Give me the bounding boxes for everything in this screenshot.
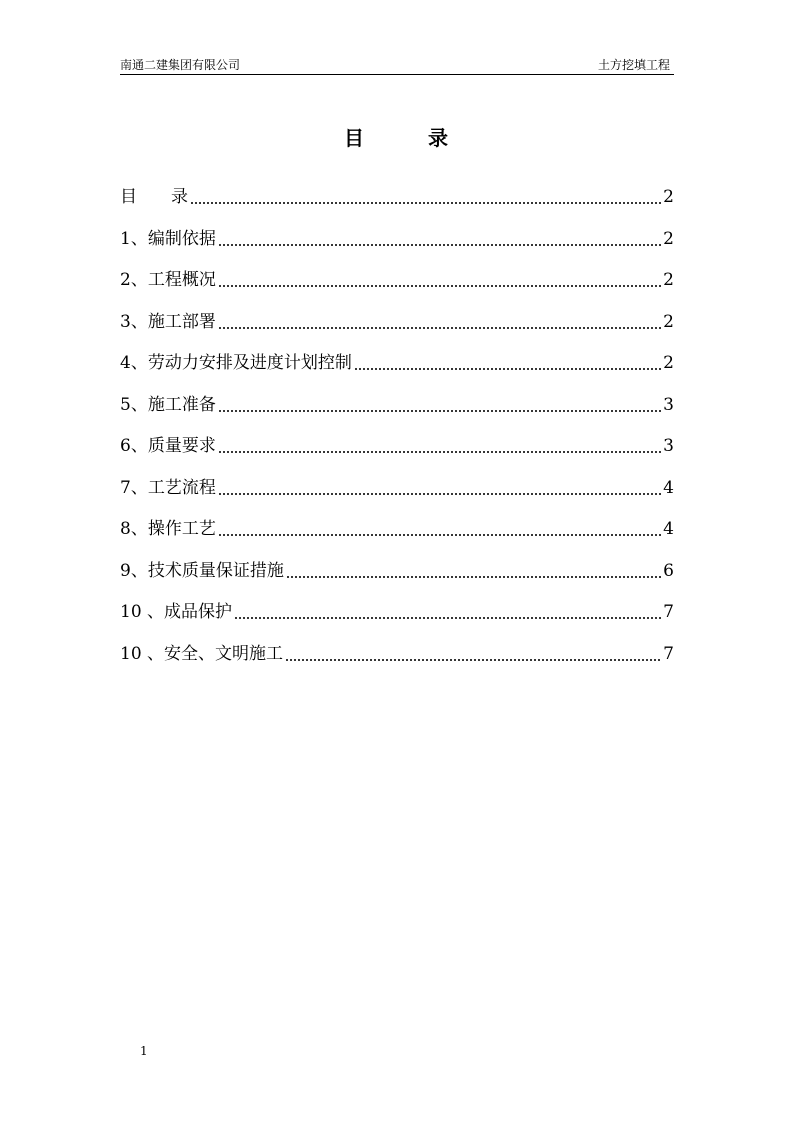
page-header: [120, 56, 674, 75]
toc-entry-10a[interactable]: [120, 601, 674, 643]
toc-entry-10b[interactable]: [120, 643, 674, 685]
toc-entry-label: 7、工艺流程: [120, 477, 216, 498]
toc-entry-label: 10 、安全、文明施工: [120, 643, 284, 664]
toc-entry-page: 3: [663, 394, 674, 415]
toc-entry-page: 2: [663, 270, 674, 290]
toc-entry-contents[interactable]: [120, 186, 674, 228]
page-number: 1: [140, 1044, 148, 1058]
toc-entry-7[interactable]: [120, 477, 674, 519]
toc-entry-page: 4: [663, 519, 674, 539]
toc-entry-5[interactable]: [120, 394, 674, 436]
toc-entry-2[interactable]: [120, 269, 674, 311]
toc-dot-leader: [286, 560, 661, 582]
toc-entry-8[interactable]: [120, 518, 674, 560]
toc-entry-1[interactable]: [120, 228, 674, 270]
toc-dot-leader: [218, 311, 661, 333]
toc-entry-label: 3、施工部署: [120, 311, 216, 332]
toc-entry-3[interactable]: [120, 311, 674, 353]
toc-entry-label: 目 录: [120, 187, 188, 207]
toc-dot-leader: [234, 601, 661, 623]
toc-dot-leader: [218, 394, 661, 416]
toc-dot-leader: [218, 435, 661, 457]
toc-entry-page: 7: [663, 602, 674, 622]
toc-entry-page: 2: [663, 353, 674, 373]
toc-title: 目 录: [344, 126, 449, 150]
toc-entry-6[interactable]: [120, 435, 674, 477]
toc-entry-page: 6: [663, 560, 674, 581]
toc-entry-label: 1、编制依据: [120, 228, 216, 249]
toc-list: [120, 186, 674, 684]
toc-dot-leader: [354, 352, 661, 374]
toc-dot-leader: [218, 477, 661, 499]
toc-entry-label: 4、劳动力安排及进度计划控制: [120, 353, 352, 373]
toc-entry-label: 10 、成品保护: [120, 602, 233, 622]
toc-dot-leader: [190, 186, 661, 208]
toc-entry-label: 9、技术质量保证措施: [120, 560, 284, 581]
toc-entry-page: 2: [663, 187, 674, 207]
toc-entry-4[interactable]: [120, 352, 674, 394]
toc-entry-page: 3: [663, 436, 674, 456]
toc-entry-9[interactable]: [120, 560, 674, 602]
toc-entry-page: 4: [663, 477, 674, 498]
toc-entry-page: 2: [663, 228, 674, 249]
toc-entry-label: 5、施工准备: [120, 394, 216, 415]
toc-entry-page: 2: [663, 311, 674, 332]
header-project-name: 土方挖填工程: [597, 58, 670, 72]
toc-dot-leader: [285, 643, 661, 665]
toc-entry-label: 6、质量要求: [120, 436, 216, 456]
toc-entry-label: 2、工程概况: [120, 270, 216, 290]
toc-entry-label: 8、操作工艺: [120, 519, 216, 539]
header-company-name: 南通二建集团有限公司: [120, 58, 241, 72]
toc-entry-page: 7: [663, 643, 674, 664]
toc-dot-leader: [218, 518, 661, 540]
toc-dot-leader: [218, 228, 661, 250]
toc-dot-leader: [218, 269, 661, 291]
